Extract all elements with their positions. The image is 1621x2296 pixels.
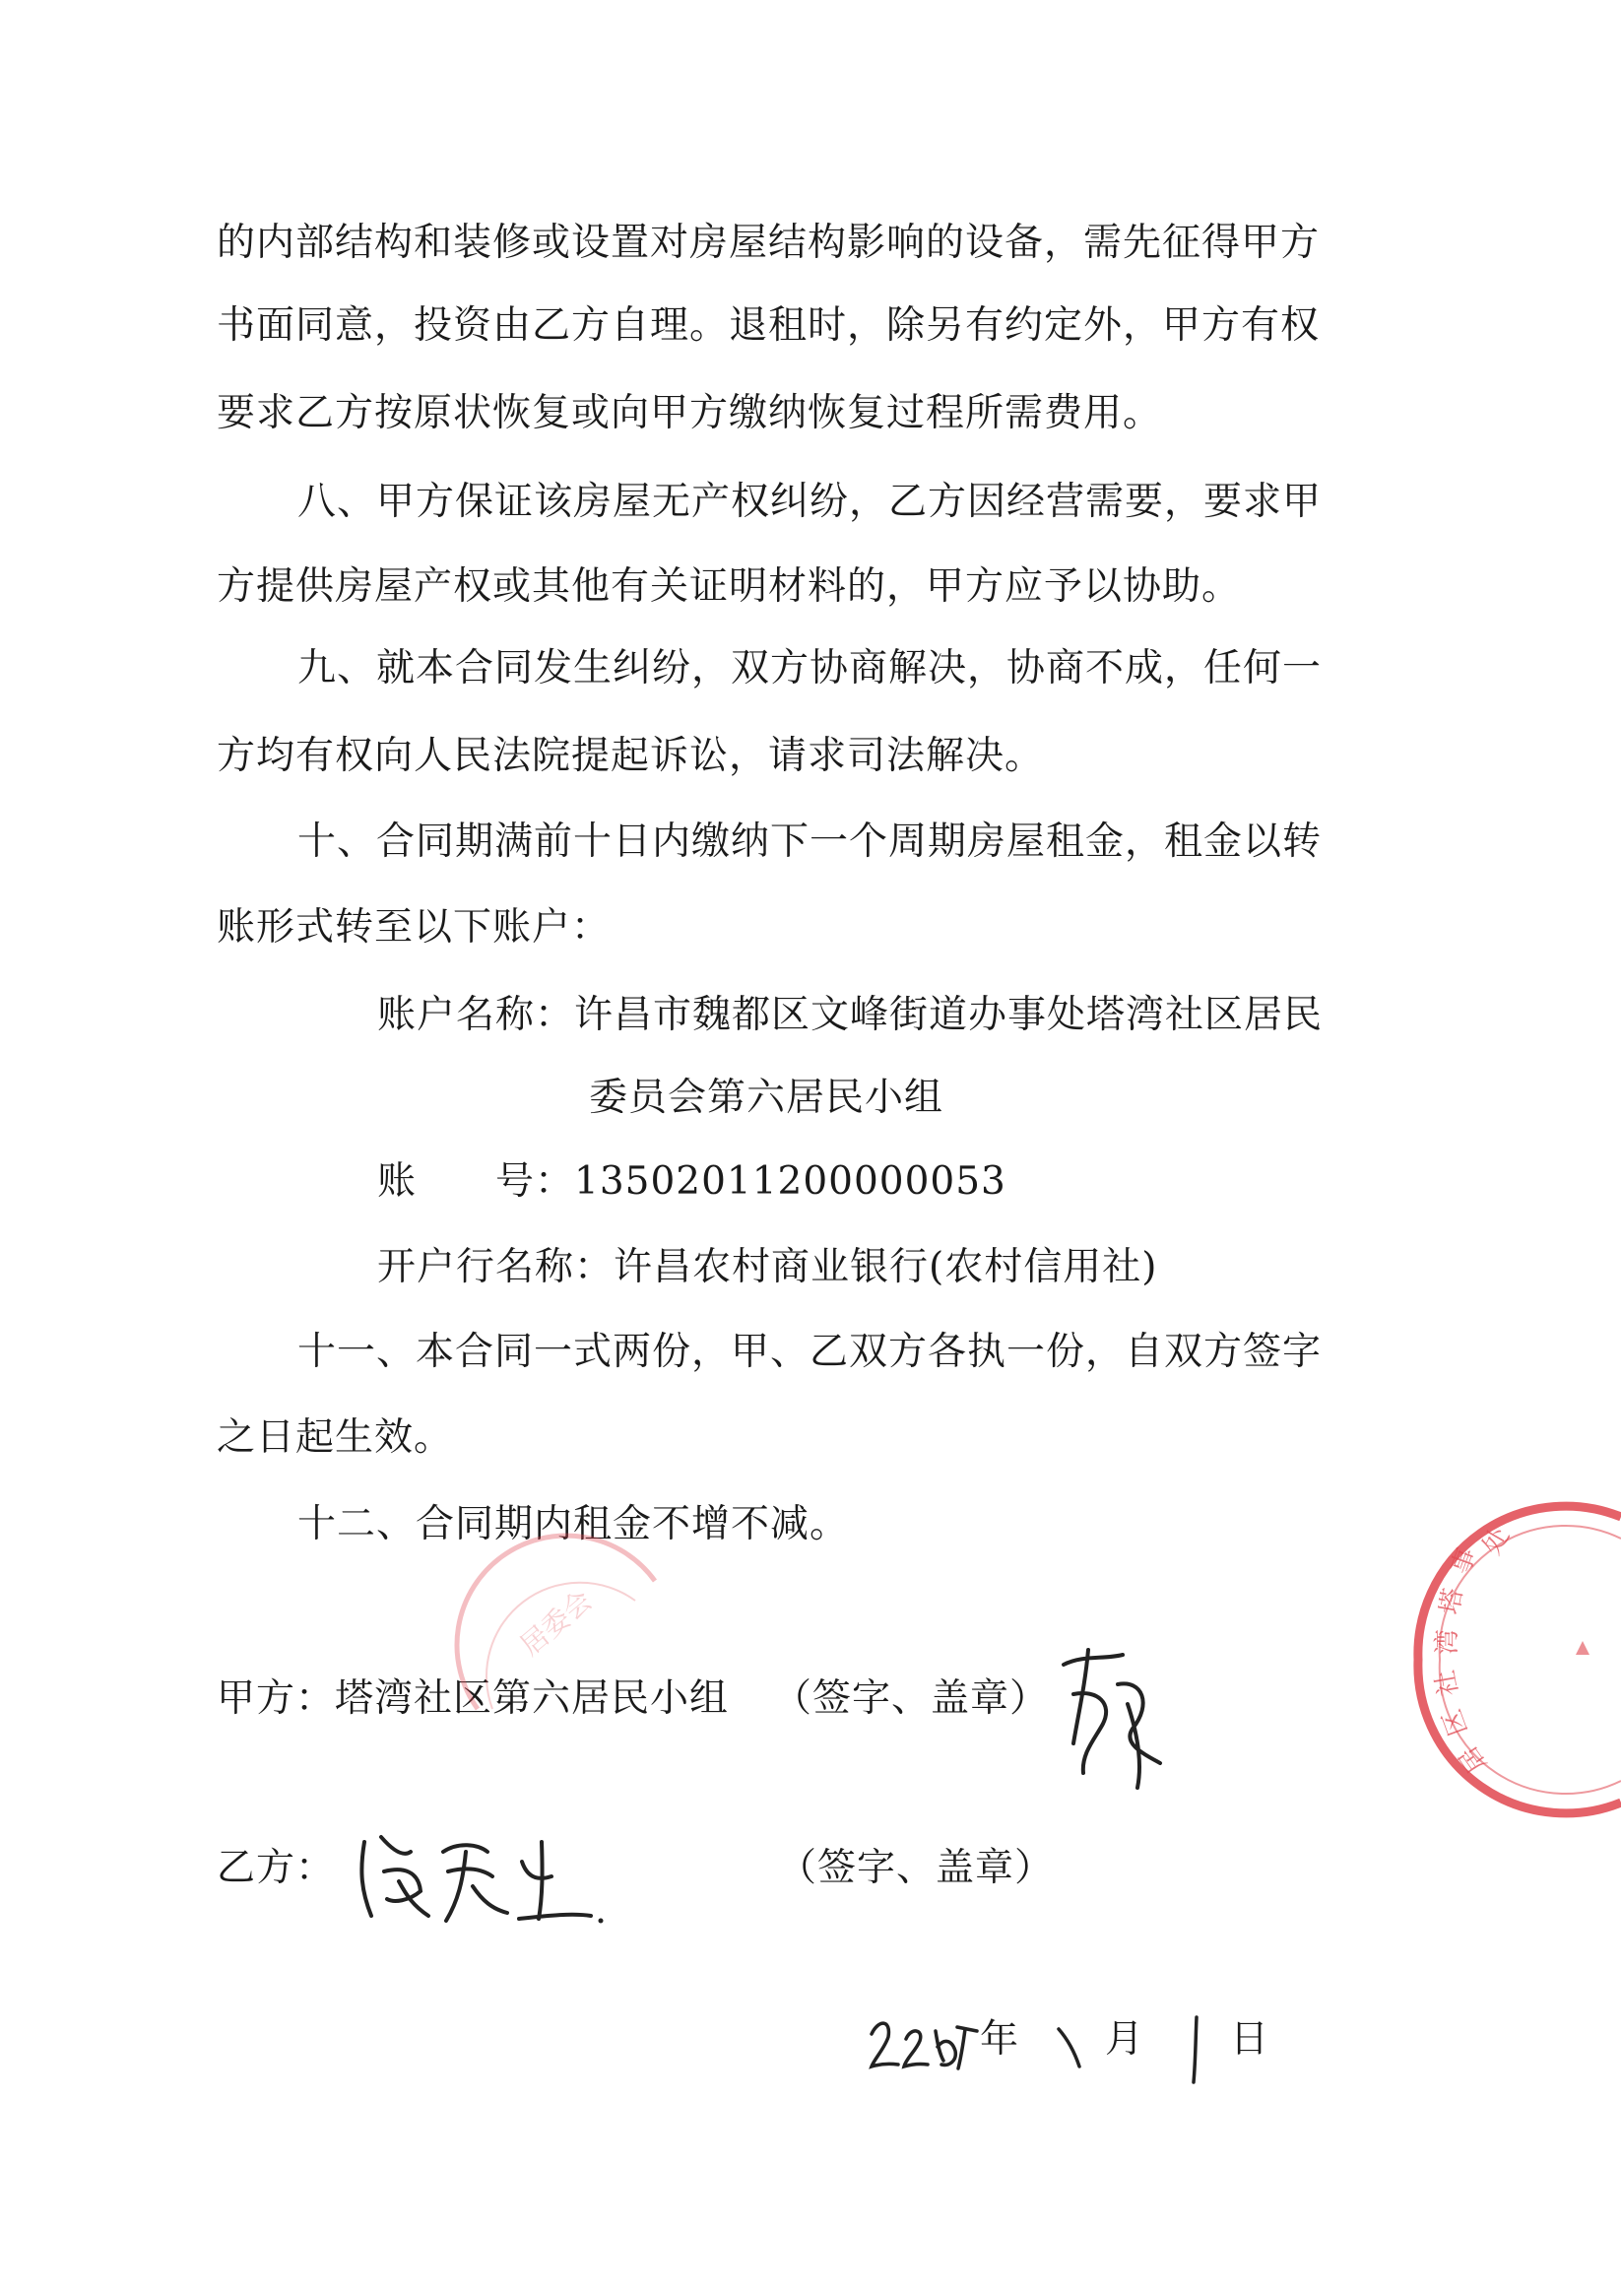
svg-text:区: 区	[1437, 1705, 1474, 1739]
svg-text:事: 事	[1446, 1543, 1483, 1579]
handwritten-date-month	[1044, 2009, 1103, 2078]
svg-text:社: 社	[1430, 1668, 1464, 1698]
handwritten-date-day	[1172, 2009, 1221, 2088]
party-a-signature	[1044, 1645, 1172, 1793]
account-number: 账 号：13502011200000053	[377, 1159, 1006, 1204]
party-a-sign-note: （签字、盖章）	[773, 1676, 1050, 1721]
party-b-sign-note: （签字、盖章）	[778, 1846, 1055, 1890]
clause-10-line-2: 账形式转至以下账户：	[217, 905, 612, 950]
account-name-line-1: 账户名称：许昌市魏都区文峰街道办事处塔湾社区居民	[377, 993, 1324, 1037]
clause-7-line-3: 要求乙方按原状恢复或向甲方缴纳恢复过程所需费用。	[217, 391, 1163, 435]
svg-text:湾: 湾	[1433, 1628, 1462, 1655]
clause-7-line-2: 书面同意，投资由乙方自理。退租时，除另有约定外，甲方有权	[217, 303, 1321, 348]
clause-12-line-1: 十二、合同期内租金不增不减。	[297, 1502, 850, 1546]
svg-text:处: 处	[1477, 1522, 1517, 1560]
svg-text:居委会: 居委会	[513, 1584, 599, 1663]
clause-11-line-2: 之日起生效。	[217, 1415, 454, 1460]
clause-8-line-1: 八、甲方保证该房屋无产权纠纷，乙方因经营需要，要求甲	[297, 480, 1323, 524]
date-day-char: 日	[1230, 2017, 1270, 2062]
handwritten-date-year	[867, 2009, 980, 2078]
date-year-char: 年	[980, 2017, 1020, 2062]
clause-9-line-1: 九、就本合同发生纠纷，双方协商解决，协商不成，任何一	[297, 646, 1323, 690]
party-a-label: 甲方：塔湾社区第六居民小组	[217, 1676, 730, 1721]
svg-text:居: 居	[1454, 1739, 1493, 1779]
clause-8-line-2: 方提供房屋产权或其他有关证明材料的，甲方应予以协助。	[217, 564, 1242, 609]
clause-11-line-1: 十一、本合同一式两份，甲、乙双方各执一份，自双方签字	[297, 1330, 1323, 1374]
bank-name: 开户行名称：许昌农村商业银行(农村信用社)	[377, 1245, 1158, 1289]
clause-10-line-1: 十、合同期满前十日内缴纳下一个周期房屋租金，租金以转	[297, 820, 1323, 864]
party-b-label: 乙方：	[217, 1846, 336, 1890]
clause-7-line-1: 的内部结构和装修或设置对房屋结构影响的设备，需先征得甲方	[217, 221, 1321, 265]
clause-9-line-2: 方均有权向人民法院提起诉讼，请求司法解决。	[217, 734, 1045, 778]
red-official-seal	[1310, 1497, 1621, 1822]
party-b-signature	[350, 1822, 606, 1931]
date-month-char: 月	[1105, 2017, 1145, 2062]
svg-text:塔: 塔	[1435, 1586, 1469, 1617]
account-name-line-2: 委员会第六居民小组	[589, 1076, 944, 1120]
